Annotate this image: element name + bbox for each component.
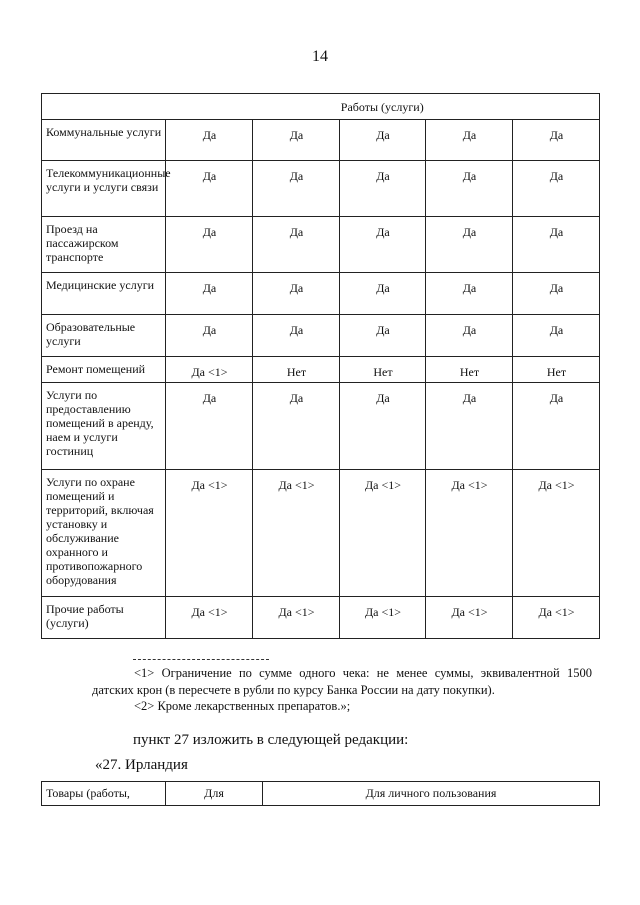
row-value: Да <1> bbox=[166, 597, 253, 639]
row-value: Да bbox=[253, 161, 340, 217]
row-value: Да bbox=[253, 383, 340, 470]
amendment-paragraph: пункт 27 изложить в следующей редакции: bbox=[133, 732, 409, 748]
row-value: Да bbox=[426, 217, 513, 273]
row-value: Да bbox=[426, 315, 513, 357]
row-value: Да bbox=[253, 120, 340, 161]
row-value: Да bbox=[340, 217, 426, 273]
table-row bbox=[42, 217, 600, 273]
row-label: Услуги по охране помещений и территорий, включая установку и обслуживание охранного и противопожарного оборудования bbox=[42, 470, 166, 597]
sub-table-col3: Для личного пользования bbox=[263, 782, 600, 806]
row-value: Да <1> bbox=[253, 597, 340, 639]
row-label: Ремонт помещений bbox=[42, 357, 166, 383]
row-value: Да bbox=[513, 217, 600, 273]
row-value: Да bbox=[166, 273, 253, 315]
row-label: Коммунальные услуги bbox=[42, 120, 166, 161]
table-header: Работы (услуги) bbox=[166, 94, 600, 120]
row-value: Да <1> bbox=[166, 470, 253, 597]
row-value: Да bbox=[426, 120, 513, 161]
services-table bbox=[41, 93, 600, 639]
table-row bbox=[42, 315, 600, 357]
row-label: Образовательные услуги bbox=[42, 315, 166, 357]
table-row bbox=[42, 120, 600, 161]
sub-table-col1: Товары (работы, bbox=[42, 782, 166, 806]
row-value: Да bbox=[513, 161, 600, 217]
row-value: Да bbox=[340, 161, 426, 217]
row-value: Да <1> bbox=[513, 597, 600, 639]
row-value: Да bbox=[513, 120, 600, 161]
row-value: Да <1> bbox=[426, 470, 513, 597]
row-value: Да bbox=[340, 273, 426, 315]
row-value: Да bbox=[340, 120, 426, 161]
row-value: Да bbox=[340, 315, 426, 357]
row-value: Нет bbox=[340, 357, 426, 383]
row-value: Да <1> bbox=[340, 470, 426, 597]
footnote-2: <2> Кроме лекарственных препаратов.»; bbox=[134, 699, 351, 713]
row-value: Да bbox=[340, 383, 426, 470]
row-value: Да bbox=[166, 161, 253, 217]
sub-table-col2: Для bbox=[166, 782, 263, 806]
row-value: Да <1> bbox=[340, 597, 426, 639]
row-value: Да bbox=[166, 315, 253, 357]
footnote-1: <1> Ограничение по сумме одного чека: не менее суммы, эквивалентной 1500 датских крон (в пересчете в рубли по курсу Банка России на дату покупки). bbox=[92, 666, 592, 697]
row-value: Да bbox=[166, 383, 253, 470]
header-blank-cell bbox=[42, 94, 166, 120]
row-value: Да bbox=[253, 315, 340, 357]
row-value: Да bbox=[513, 315, 600, 357]
table-row bbox=[42, 383, 600, 470]
row-value: Да bbox=[513, 383, 600, 470]
row-value: Нет bbox=[426, 357, 513, 383]
table-row bbox=[42, 357, 600, 383]
row-value: Да bbox=[426, 383, 513, 470]
row-value: Да <1> bbox=[513, 470, 600, 597]
row-value: Да bbox=[166, 120, 253, 161]
row-value: Да bbox=[513, 273, 600, 315]
row-label: Медицинские услуги bbox=[42, 273, 166, 315]
row-label: Телекоммуникационные услуги и услуги связи bbox=[42, 161, 166, 217]
row-value: Да bbox=[253, 273, 340, 315]
row-value: Нет bbox=[513, 357, 600, 383]
section-title: «27. Ирландия bbox=[95, 757, 188, 773]
row-value: Да <1> bbox=[253, 470, 340, 597]
row-value: Да bbox=[426, 273, 513, 315]
ireland-table bbox=[41, 781, 600, 806]
row-label: Проезд на пассажирском транспорте bbox=[42, 217, 166, 273]
row-value: Да bbox=[253, 217, 340, 273]
table-row bbox=[42, 470, 600, 597]
table-row bbox=[42, 273, 600, 315]
row-value: Нет bbox=[253, 357, 340, 383]
table-row bbox=[42, 597, 600, 639]
footnote-rule bbox=[133, 659, 269, 660]
row-value: Да <1> bbox=[426, 597, 513, 639]
row-label: Услуги по предоставлению помещений в аренду, наем и услуги гостиниц bbox=[42, 383, 166, 470]
row-value: Да <1> bbox=[166, 357, 253, 383]
row-label: Прочие работы (услуги) bbox=[42, 597, 166, 639]
table-row bbox=[42, 161, 600, 217]
page-number: 14 bbox=[312, 48, 328, 65]
row-value: Да bbox=[426, 161, 513, 217]
row-value: Да bbox=[166, 217, 253, 273]
